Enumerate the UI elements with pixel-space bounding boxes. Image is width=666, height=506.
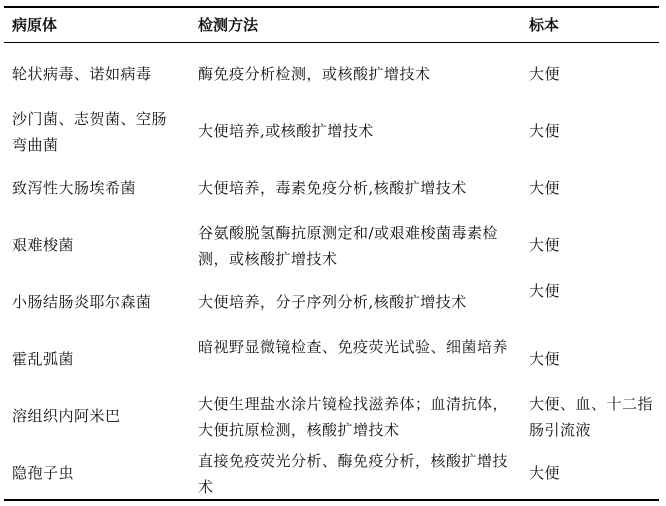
cell-pathogen: 艰难梭菌 — [12, 236, 75, 254]
header-method: 检测方法 — [198, 16, 259, 34]
cell-specimen: 大便 — [529, 65, 561, 83]
cell-method: 酶免疫分析检测，或核酸扩增技术 — [198, 65, 431, 83]
cell-method: 直接免疫荧光分析、酶免疫分析，核酸扩增技术 — [198, 452, 509, 496]
cell-pathogen: 霍乱弧菌 — [12, 350, 75, 368]
cell-pathogen: 轮状病毒、诺如病毒 — [12, 65, 152, 83]
cell-specimen: 大便 — [529, 179, 561, 197]
cell-specimen: 大便 — [529, 282, 561, 300]
cell-specimen: 大便 — [529, 122, 561, 140]
cell-pathogen: 致泻性大肠埃希菌 — [12, 179, 137, 197]
cell-method: 大便生理盐水涂片镜检找滋养体；血清抗体，大便抗原检测，核酸扩增技术 — [198, 395, 509, 439]
cell-specimen: 大便 — [529, 350, 561, 368]
cell-pathogen: 溶组织内阿米巴 — [12, 407, 121, 425]
table-bottom-rule — [4, 499, 659, 501]
cell-method: 谷氨酸脱氢酶抗原测定和/或艰难梭菌毒素检测，或核酸扩增技术 — [198, 224, 499, 268]
table-header-rule — [4, 42, 659, 43]
cell-method: 暗视野显微镜检查、免疫荧光试验、细菌培养 — [198, 338, 509, 356]
cell-method: 大便培养,或核酸扩增技术 — [198, 122, 374, 140]
cell-pathogen: 隐孢子虫 — [12, 464, 75, 482]
table-top-rule — [4, 6, 659, 8]
cell-pathogen: 小肠结肠炎耶尔森菌 — [12, 293, 152, 311]
cell-pathogen: 沙门菌、志贺菌、空肠弯曲菌 — [12, 110, 168, 154]
cell-method: 大便培养，毒素免疫分析,核酸扩增技术 — [198, 179, 467, 197]
cell-specimen: 大便、血、十二指肠引流液 — [529, 395, 654, 439]
header-specimen: 标本 — [529, 16, 560, 34]
header-pathogen: 病原体 — [12, 16, 58, 34]
cell-method: 大便培养，分子序列分析,核酸扩增技术 — [198, 293, 467, 311]
cell-specimen: 大便 — [529, 236, 561, 254]
cell-specimen: 大便 — [529, 464, 561, 482]
